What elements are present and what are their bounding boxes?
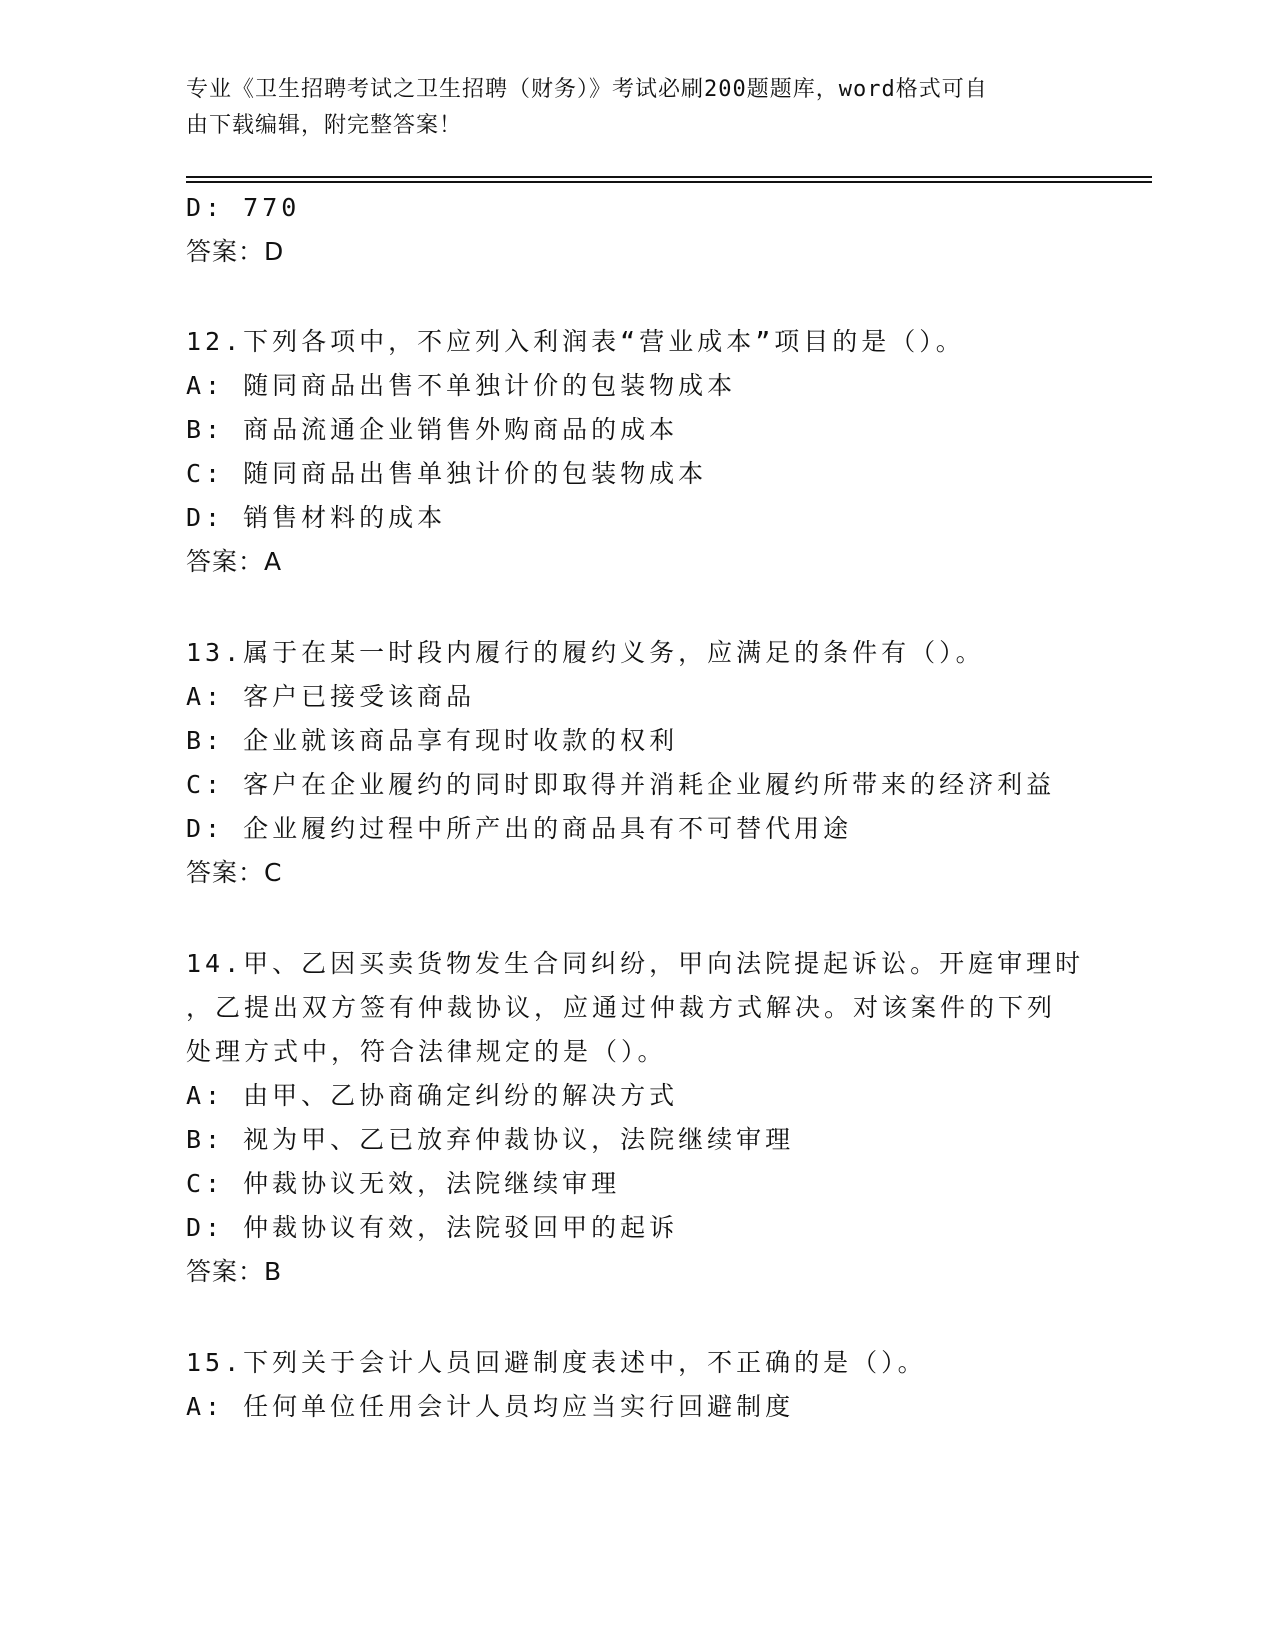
q13-option-b: B: 企业就该商品享有现时收款的权利 xyxy=(186,726,679,755)
prev-option-d: D: 770 xyxy=(186,193,301,222)
q13-answer: 答案：C xyxy=(186,858,283,887)
q14-stem-line-2: ，乙提出双方签有仲裁协议，应通过仲裁方式解决。对该案件的下列 xyxy=(186,993,1057,1022)
q14-answer: 答案：B xyxy=(186,1257,283,1286)
q13-option-c: C: 客户在企业履约的同时即取得并消耗企业履约所带来的经济利益 xyxy=(186,770,1056,799)
q14-option-b: B: 视为甲、乙已放弃仲裁协议，法院继续审理 xyxy=(186,1125,795,1154)
q15-stem: 15.下列关于会计人员回避制度表述中，不正确的是（）。 xyxy=(186,1348,927,1377)
q12-option-a: A: 随同商品出售不单独计价的包装物成本 xyxy=(186,371,737,400)
header-rule-top xyxy=(186,176,1152,178)
header-rule-bottom xyxy=(186,181,1152,183)
q13-stem: 13.属于在某一时段内履行的履约义务，应满足的条件有（）。 xyxy=(186,638,985,667)
q12-answer: 答案：A xyxy=(186,547,283,576)
q12-option-b: B: 商品流通企业销售外购商品的成本 xyxy=(186,415,679,444)
q14-stem-line-1: 14.甲、乙因买卖货物发生合同纠纷，甲向法院提起诉讼。开庭审理时 xyxy=(186,949,1085,978)
prev-answer: 答案：D xyxy=(186,237,285,266)
q13-option-d: D: 企业履约过程中所产出的商品具有不可替代用途 xyxy=(186,814,853,843)
q14-option-d: D: 仲裁协议有效，法院驳回甲的起诉 xyxy=(186,1213,679,1242)
q13-option-a: A: 客户已接受该商品 xyxy=(186,682,476,711)
q14-option-c: C: 仲裁协议无效，法院继续审理 xyxy=(186,1169,621,1198)
q15-option-a: A: 任何单位任用会计人员均应当实行回避制度 xyxy=(186,1392,795,1421)
q12-option-c: C: 随同商品出售单独计价的包装物成本 xyxy=(186,459,708,488)
q12-option-d: D: 销售材料的成本 xyxy=(186,503,447,532)
header-line-2: 由下载编辑，附完整答案！ xyxy=(186,113,463,138)
q14-option-a: A: 由甲、乙协商确定纠纷的解决方式 xyxy=(186,1081,679,1110)
header-line-1: 专业《卫生招聘考试之卫生招聘（财务）》考试必刷200题题库，word格式可自 xyxy=(186,77,988,102)
document-header xyxy=(186,72,1066,144)
q12-stem: 12.下列各项中，不应列入利润表“营业成本”项目的是（）。 xyxy=(186,327,965,356)
q14-stem-line-3: 处理方式中，符合法律规定的是（）。 xyxy=(186,1037,667,1066)
